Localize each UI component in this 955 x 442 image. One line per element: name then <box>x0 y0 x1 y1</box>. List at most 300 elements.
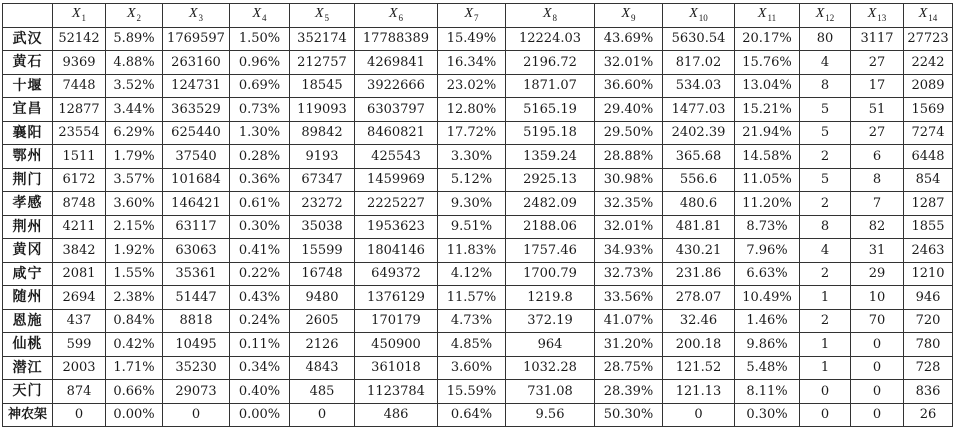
table-cell-x3: 63117 <box>163 215 230 239</box>
table-cell-x7: 17.72% <box>438 121 506 145</box>
data-table <box>2 3 953 427</box>
column-header-subscript: 6 <box>398 13 404 24</box>
table-cell-x14: 1287 <box>904 192 953 216</box>
table-cell-x4: 1.30% <box>230 121 290 145</box>
table-cell-x14: 2242 <box>904 51 953 75</box>
table-cell-x10: 2402.39 <box>663 121 735 145</box>
table-cell-x8: 964 <box>506 333 595 357</box>
table-cell-x14: 728 <box>904 356 953 380</box>
table-cell-x12: 0 <box>800 380 851 404</box>
table-cell-x12: 5 <box>800 121 851 145</box>
column-header-symbol: X <box>542 6 552 22</box>
table-cell-x2: 0.66% <box>106 380 163 404</box>
table-row <box>3 380 953 404</box>
table-cell-x10: 365.68 <box>663 145 735 169</box>
table-cell-x2: 0.84% <box>106 309 163 333</box>
table-cell-x6: 1953623 <box>355 215 438 239</box>
table-cell-x13: 6 <box>851 145 904 169</box>
table-cell-x7: 4.12% <box>438 262 506 286</box>
table-cell-x8: 5165.19 <box>506 98 595 122</box>
row-label-city: 神农架 <box>3 403 53 427</box>
column-header-x3 <box>163 4 230 28</box>
table-cell-x7: 4.85% <box>438 333 506 357</box>
table-cell-x7: 5.12% <box>438 168 506 192</box>
table-cell-x13: 27 <box>851 121 904 145</box>
table-cell-x5: 0 <box>290 403 355 427</box>
table-cell-x11: 8.11% <box>735 380 800 404</box>
column-header-x5 <box>290 4 355 28</box>
column-header-subscript: 7 <box>474 13 479 24</box>
column-header-symbol: X <box>757 6 767 22</box>
table-cell-x6: 1459969 <box>355 168 438 192</box>
table-cell-x2: 2.38% <box>106 286 163 310</box>
column-header-subscript: 4 <box>262 13 267 24</box>
table-cell-x6: 361018 <box>355 356 438 380</box>
table-cell-x6: 17788389 <box>355 27 438 51</box>
table-cell-x6: 425543 <box>355 145 438 169</box>
row-label-city: 十堰 <box>3 74 53 98</box>
table-cell-x9: 29.50% <box>595 121 663 145</box>
column-header-x12 <box>800 4 851 28</box>
table-cell-x3: 0 <box>163 403 230 427</box>
row-label-city: 宜昌 <box>3 98 53 122</box>
column-header-x7 <box>438 4 506 28</box>
table-cell-x2: 3.60% <box>106 192 163 216</box>
table-cell-x11: 6.63% <box>735 262 800 286</box>
table-header <box>3 4 953 28</box>
table-cell-x9: 28.39% <box>595 380 663 404</box>
table-cell-x5: 23272 <box>290 192 355 216</box>
table-cell-x9: 32.73% <box>595 262 663 286</box>
table-cell-x8: 731.08 <box>506 380 595 404</box>
table-cell-x4: 0.41% <box>230 239 290 263</box>
table-cell-x13: 0 <box>851 403 904 427</box>
table-row <box>3 286 953 310</box>
table-cell-x9: 28.88% <box>595 145 663 169</box>
table-cell-x9: 41.07% <box>595 309 663 333</box>
table-cell-x6: 4269841 <box>355 51 438 75</box>
row-label-city: 随州 <box>3 286 53 310</box>
table-cell-x1: 2694 <box>53 286 106 310</box>
table-cell-x10: 278.07 <box>663 286 735 310</box>
column-header-subscript: 8 <box>552 13 558 24</box>
table-cell-x6: 2225227 <box>355 192 438 216</box>
table-cell-x4: 0.30% <box>230 215 290 239</box>
column-header-symbol: X <box>464 6 474 22</box>
table-cell-x4: 0.22% <box>230 262 290 286</box>
column-header-subscript: 13 <box>877 13 887 24</box>
table-cell-x4: 0.11% <box>230 333 290 357</box>
table-cell-x6: 1376129 <box>355 286 438 310</box>
table-cell-x13: 10 <box>851 286 904 310</box>
table-cell-x1: 23554 <box>53 121 106 145</box>
table-cell-x7: 3.60% <box>438 356 506 380</box>
row-label-city: 黄冈 <box>3 239 53 263</box>
table-cell-x6: 170179 <box>355 309 438 333</box>
column-header-x10 <box>663 4 735 28</box>
table-cell-x2: 1.55% <box>106 262 163 286</box>
row-label-city: 黄石 <box>3 51 53 75</box>
table-cell-x13: 70 <box>851 309 904 333</box>
table-row <box>3 356 953 380</box>
table-cell-x10: 480.6 <box>663 192 735 216</box>
corner-header-cell <box>3 4 53 28</box>
table-cell-x3: 101684 <box>163 168 230 192</box>
table-cell-x9: 32.01% <box>595 215 663 239</box>
table-cell-x13: 0 <box>851 333 904 357</box>
column-header-subscript: 3 <box>198 13 204 24</box>
table-cell-x10: 534.03 <box>663 74 735 98</box>
table-row <box>3 51 953 75</box>
table-cell-x10: 481.81 <box>663 215 735 239</box>
table-cell-x1: 1511 <box>53 145 106 169</box>
column-header-symbol: X <box>126 6 136 22</box>
table-cell-x1: 9369 <box>53 51 106 75</box>
table-cell-x12: 5 <box>800 98 851 122</box>
table-cell-x3: 363529 <box>163 98 230 122</box>
table-cell-x8: 2482.09 <box>506 192 595 216</box>
column-header-symbol: X <box>188 6 198 22</box>
table-cell-x3: 124731 <box>163 74 230 98</box>
table-cell-x14: 836 <box>904 380 953 404</box>
table-cell-x14: 854 <box>904 168 953 192</box>
table-cell-x2: 2.15% <box>106 215 163 239</box>
table-cell-x11: 5.48% <box>735 356 800 380</box>
table-cell-x4: 0.28% <box>230 145 290 169</box>
table-cell-x5: 485 <box>290 380 355 404</box>
column-header-symbol: X <box>388 6 398 22</box>
table-cell-x10: 231.86 <box>663 262 735 286</box>
row-label-city: 鄂州 <box>3 145 53 169</box>
table-body <box>3 27 953 427</box>
table-cell-x7: 9.30% <box>438 192 506 216</box>
table-cell-x3: 35230 <box>163 356 230 380</box>
table-cell-x11: 8.73% <box>735 215 800 239</box>
table-cell-x7: 11.57% <box>438 286 506 310</box>
table-cell-x6: 649372 <box>355 262 438 286</box>
column-header-x9 <box>595 4 663 28</box>
table-row <box>3 74 953 98</box>
table-cell-x11: 14.58% <box>735 145 800 169</box>
table-row <box>3 333 953 357</box>
table-cell-x11: 15.21% <box>735 98 800 122</box>
table-cell-x14: 1569 <box>904 98 953 122</box>
table-cell-x3: 29073 <box>163 380 230 404</box>
table-cell-x5: 67347 <box>290 168 355 192</box>
table-cell-x1: 2081 <box>53 262 106 286</box>
table-cell-x7: 15.59% <box>438 380 506 404</box>
table-cell-x12: 2 <box>800 309 851 333</box>
table-cell-x9: 32.35% <box>595 192 663 216</box>
table-cell-x2: 3.44% <box>106 98 163 122</box>
table-cell-x14: 27723 <box>904 27 953 51</box>
table-cell-x6: 486 <box>355 403 438 427</box>
table-cell-x6: 1804146 <box>355 239 438 263</box>
table-cell-x10: 817.02 <box>663 51 735 75</box>
table-cell-x2: 4.88% <box>106 51 163 75</box>
table-cell-x4: 1.50% <box>230 27 290 51</box>
table-row <box>3 309 953 333</box>
table-cell-x5: 9193 <box>290 145 355 169</box>
table-cell-x4: 0.00% <box>230 403 290 427</box>
table-cell-x14: 2463 <box>904 239 953 263</box>
table-cell-x4: 0.34% <box>230 356 290 380</box>
table-cell-x1: 3842 <box>53 239 106 263</box>
column-header-subscript: 12 <box>825 13 835 24</box>
table-cell-x7: 11.83% <box>438 239 506 263</box>
table-cell-x5: 9480 <box>290 286 355 310</box>
table-cell-x11: 10.49% <box>735 286 800 310</box>
table-cell-x2: 0.42% <box>106 333 163 357</box>
column-header-subscript: 5 <box>324 13 330 24</box>
table-cell-x8: 1032.28 <box>506 356 595 380</box>
table-cell-x14: 7274 <box>904 121 953 145</box>
table-cell-x14: 720 <box>904 309 953 333</box>
table-cell-x1: 599 <box>53 333 106 357</box>
table-cell-x12: 0 <box>800 403 851 427</box>
table-row <box>3 121 953 145</box>
table-cell-x11: 0.30% <box>735 403 800 427</box>
table-row <box>3 168 953 192</box>
column-header-x6 <box>355 4 438 28</box>
table-cell-x10: 0 <box>663 403 735 427</box>
table-cell-x8: 1700.79 <box>506 262 595 286</box>
data-table-container <box>2 3 952 427</box>
table-cell-x1: 0 <box>53 403 106 427</box>
table-cell-x3: 146421 <box>163 192 230 216</box>
table-cell-x8: 1219.8 <box>506 286 595 310</box>
table-cell-x10: 121.13 <box>663 380 735 404</box>
table-cell-x4: 0.96% <box>230 51 290 75</box>
row-label-city: 仙桃 <box>3 333 53 357</box>
table-cell-x7: 3.30% <box>438 145 506 169</box>
table-cell-x8: 5195.18 <box>506 121 595 145</box>
table-cell-x3: 51447 <box>163 286 230 310</box>
table-cell-x8: 9.56 <box>506 403 595 427</box>
table-cell-x2: 3.57% <box>106 168 163 192</box>
table-cell-x12: 5 <box>800 168 851 192</box>
table-cell-x14: 1210 <box>904 262 953 286</box>
table-cell-x3: 37540 <box>163 145 230 169</box>
table-cell-x9: 34.93% <box>595 239 663 263</box>
table-cell-x9: 28.75% <box>595 356 663 380</box>
table-cell-x5: 212757 <box>290 51 355 75</box>
row-label-city: 荆州 <box>3 215 53 239</box>
table-cell-x5: 89842 <box>290 121 355 145</box>
table-cell-x13: 8 <box>851 168 904 192</box>
table-cell-x5: 16748 <box>290 262 355 286</box>
row-label-city: 天门 <box>3 380 53 404</box>
table-cell-x9: 29.40% <box>595 98 663 122</box>
column-header-subscript: 9 <box>631 13 636 24</box>
column-header-x1 <box>53 4 106 28</box>
table-cell-x14: 780 <box>904 333 953 357</box>
header-row <box>3 4 953 28</box>
table-cell-x8: 2188.06 <box>506 215 595 239</box>
table-cell-x13: 82 <box>851 215 904 239</box>
table-cell-x5: 35038 <box>290 215 355 239</box>
table-cell-x8: 2925.13 <box>506 168 595 192</box>
table-cell-x13: 31 <box>851 239 904 263</box>
column-header-symbol: X <box>314 6 324 22</box>
table-cell-x10: 430.21 <box>663 239 735 263</box>
table-cell-x5: 352174 <box>290 27 355 51</box>
table-cell-x6: 1123784 <box>355 380 438 404</box>
column-header-x8 <box>506 4 595 28</box>
column-header-subscript: 10 <box>698 13 708 24</box>
table-row <box>3 98 953 122</box>
table-cell-x4: 0.36% <box>230 168 290 192</box>
table-cell-x5: 2605 <box>290 309 355 333</box>
table-cell-x13: 51 <box>851 98 904 122</box>
table-cell-x14: 1855 <box>904 215 953 239</box>
table-cell-x4: 0.73% <box>230 98 290 122</box>
table-cell-x12: 2 <box>800 192 851 216</box>
table-cell-x2: 6.29% <box>106 121 163 145</box>
table-cell-x11: 7.96% <box>735 239 800 263</box>
table-cell-x7: 12.80% <box>438 98 506 122</box>
table-cell-x12: 2 <box>800 145 851 169</box>
table-cell-x2: 1.79% <box>106 145 163 169</box>
table-cell-x3: 625440 <box>163 121 230 145</box>
column-header-symbol: X <box>867 6 877 22</box>
table-cell-x9: 32.01% <box>595 51 663 75</box>
table-cell-x12: 8 <box>800 74 851 98</box>
table-cell-x6: 6303797 <box>355 98 438 122</box>
column-header-symbol: X <box>689 6 698 22</box>
table-cell-x1: 6172 <box>53 168 106 192</box>
column-header-subscript: 14 <box>928 13 938 24</box>
table-cell-x4: 0.24% <box>230 309 290 333</box>
table-cell-x1: 4211 <box>53 215 106 239</box>
table-cell-x1: 12877 <box>53 98 106 122</box>
table-cell-x9: 43.69% <box>595 27 663 51</box>
table-cell-x6: 450900 <box>355 333 438 357</box>
table-cell-x13: 17 <box>851 74 904 98</box>
table-cell-x2: 3.52% <box>106 74 163 98</box>
table-cell-x12: 1 <box>800 286 851 310</box>
table-cell-x13: 0 <box>851 380 904 404</box>
column-header-x4 <box>230 4 290 28</box>
table-cell-x5: 2126 <box>290 333 355 357</box>
table-cell-x9: 33.56% <box>595 286 663 310</box>
table-cell-x2: 0.00% <box>106 403 163 427</box>
row-label-city: 武汉 <box>3 27 53 51</box>
table-cell-x3: 263160 <box>163 51 230 75</box>
table-cell-x8: 2196.72 <box>506 51 595 75</box>
table-cell-x11: 1.46% <box>735 309 800 333</box>
table-cell-x14: 946 <box>904 286 953 310</box>
table-cell-x11: 9.86% <box>735 333 800 357</box>
table-cell-x1: 8748 <box>53 192 106 216</box>
table-cell-x3: 10495 <box>163 333 230 357</box>
table-cell-x9: 36.60% <box>595 74 663 98</box>
table-cell-x13: 3117 <box>851 27 904 51</box>
table-cell-x12: 8 <box>800 215 851 239</box>
table-cell-x8: 1871.07 <box>506 74 595 98</box>
table-cell-x10: 200.18 <box>663 333 735 357</box>
column-header-symbol: X <box>621 6 631 22</box>
table-cell-x9: 50.30% <box>595 403 663 427</box>
table-cell-x9: 31.20% <box>595 333 663 357</box>
table-cell-x9: 30.98% <box>595 168 663 192</box>
table-cell-x6: 3922666 <box>355 74 438 98</box>
table-cell-x1: 7448 <box>53 74 106 98</box>
table-cell-x4: 0.69% <box>230 74 290 98</box>
table-row <box>3 262 953 286</box>
column-header-x13 <box>851 4 904 28</box>
table-cell-x8: 1359.24 <box>506 145 595 169</box>
table-cell-x10: 5630.54 <box>663 27 735 51</box>
table-cell-x11: 13.04% <box>735 74 800 98</box>
table-row <box>3 239 953 263</box>
column-header-symbol: X <box>815 6 825 22</box>
table-cell-x3: 1769597 <box>163 27 230 51</box>
table-cell-x1: 2003 <box>53 356 106 380</box>
table-cell-x7: 4.73% <box>438 309 506 333</box>
table-cell-x8: 12224.03 <box>506 27 595 51</box>
table-cell-x4: 0.43% <box>230 286 290 310</box>
column-header-subscript: 2 <box>136 13 142 24</box>
table-cell-x7: 15.49% <box>438 27 506 51</box>
table-cell-x12: 1 <box>800 333 851 357</box>
table-cell-x10: 556.6 <box>663 168 735 192</box>
table-cell-x5: 18545 <box>290 74 355 98</box>
row-label-city: 襄阳 <box>3 121 53 145</box>
table-cell-x14: 26 <box>904 403 953 427</box>
table-cell-x11: 20.17% <box>735 27 800 51</box>
column-header-x2 <box>106 4 163 28</box>
row-label-city: 孝感 <box>3 192 53 216</box>
table-cell-x12: 1 <box>800 356 851 380</box>
table-cell-x1: 52142 <box>53 27 106 51</box>
table-cell-x7: 23.02% <box>438 74 506 98</box>
table-cell-x5: 4843 <box>290 356 355 380</box>
table-cell-x10: 32.46 <box>663 309 735 333</box>
table-cell-x3: 35361 <box>163 262 230 286</box>
column-header-symbol: X <box>252 6 262 22</box>
table-cell-x7: 9.51% <box>438 215 506 239</box>
table-cell-x12: 80 <box>800 27 851 51</box>
column-header-x11 <box>735 4 800 28</box>
row-label-city: 潜江 <box>3 356 53 380</box>
table-cell-x12: 2 <box>800 262 851 286</box>
table-cell-x2: 5.89% <box>106 27 163 51</box>
table-cell-x3: 8818 <box>163 309 230 333</box>
table-cell-x3: 63063 <box>163 239 230 263</box>
table-cell-x13: 7 <box>851 192 904 216</box>
table-cell-x6: 8460821 <box>355 121 438 145</box>
table-row <box>3 145 953 169</box>
table-cell-x2: 1.92% <box>106 239 163 263</box>
table-cell-x4: 0.40% <box>230 380 290 404</box>
table-cell-x8: 1757.46 <box>506 239 595 263</box>
row-label-city: 恩施 <box>3 309 53 333</box>
table-cell-x5: 119093 <box>290 98 355 122</box>
column-header-subscript: 11 <box>767 13 777 24</box>
table-cell-x12: 4 <box>800 51 851 75</box>
table-cell-x10: 1477.03 <box>663 98 735 122</box>
table-cell-x10: 121.52 <box>663 356 735 380</box>
row-label-city: 荆门 <box>3 168 53 192</box>
column-header-symbol: X <box>71 6 81 22</box>
table-cell-x5: 15599 <box>290 239 355 263</box>
table-cell-x11: 15.76% <box>735 51 800 75</box>
table-cell-x4: 0.61% <box>230 192 290 216</box>
column-header-subscript: 1 <box>81 13 87 24</box>
table-cell-x2: 1.71% <box>106 356 163 380</box>
table-cell-x7: 0.64% <box>438 403 506 427</box>
